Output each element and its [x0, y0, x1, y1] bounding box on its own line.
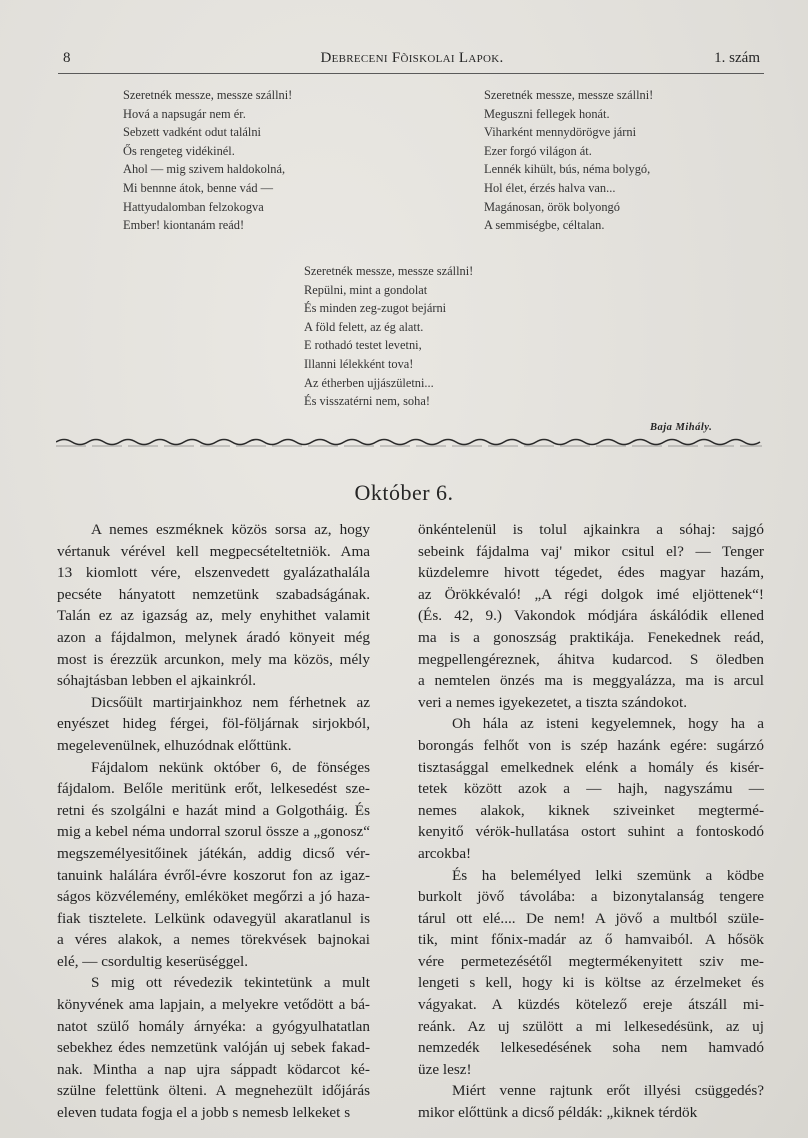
text-line: reánk. Az uj szülött a mi lelkesedésünk, az uj: [418, 1017, 764, 1035]
poem-line: Hattyudalomban felzokogva: [123, 199, 264, 214]
text-line: És ha belemélyed lelki szemünk a ködbe: [452, 866, 764, 884]
text-line: mikor előttünk a dicső példák: „kiknek térdök: [418, 1104, 698, 1122]
text-line: üze lesz!: [418, 1060, 472, 1078]
text-line: tisztasággal emelkednek elénk a homály és kisér-: [418, 758, 764, 776]
text-line: veri a nemes igyekezetet, a tiszta szándokot.: [418, 693, 688, 711]
article-paragraph: [57, 519, 370, 692]
text-line: vágyakat. A küzdés kötelező ereje átszáll mi-: [418, 996, 764, 1014]
article-title: Október 6.: [354, 480, 454, 505]
text-line: sebeink fájdalma vaj' mikor csitul el? — Tenger: [418, 542, 764, 560]
text-line: nak. Mintha a nap ujra sáppadt ködarcot ké-: [57, 1060, 370, 1078]
text-line: Fájdalom nekünk október 6, de fönséges: [91, 758, 370, 776]
article-paragraph: [57, 757, 370, 973]
running-header: [60, 50, 764, 72]
article-paragraph: [418, 1080, 764, 1123]
poem-line: A semmiségbe, céltalan.: [484, 218, 605, 233]
text-line: arcokba!: [418, 844, 472, 862]
poem-line: Ahol — mig szivem haldokolná,: [123, 162, 286, 177]
text-line: 13 kiomlott vére, elszenvedett gyalázathalála: [57, 564, 370, 582]
text-line: megszemélyesitőinek játékán, addig dicső vér-: [57, 844, 370, 862]
text-line: önkéntelenül is tolul ajkainkra a sóhaj: sajgó: [418, 521, 764, 538]
poem-stanza-right: [484, 86, 653, 235]
article-paragraph: [418, 713, 764, 864]
text-line: Oh hála az isteni kegyelemnek, hogy ha a: [452, 715, 764, 733]
poem-line: Szeretnék messze, messze szállni!: [484, 88, 654, 102]
text-line: a nemtelen önzés ma is meggyalázza, ma is arcul: [418, 672, 764, 690]
text-line: azon a fájdalmon, melynek áradó könyeit még: [57, 628, 370, 646]
poem-stanza-center: [304, 262, 473, 411]
text-line: enyészet hideg férgei, föl-följárnak sirjokból,: [57, 715, 370, 733]
text-line: natot szülő homály árnyéka: a gyógyulhatatlan: [57, 1017, 370, 1035]
text-line: a véres alakok, a nemes törekvések bajnokai: [57, 931, 370, 949]
text-line: sebekhez édes nemzetünk valóján uj sebek fakad-: [57, 1039, 370, 1057]
poem-stanza-left: [123, 86, 292, 235]
text-line: kenyitő vérök-hullatása ostort suhint a fontoskodó: [418, 823, 764, 841]
text-line: tetek között azok a — hajh, nagyszámu —: [418, 780, 764, 798]
text-line: vére permetezésétől megtermékenyitett sziv me-: [418, 952, 764, 970]
poem-line: Lennék kihült, bús, néma bolygó,: [484, 162, 651, 177]
poem-line: Magánosan, örök bolyongó: [484, 199, 620, 214]
poem-line: Sebzett vadként odut találni: [123, 125, 261, 140]
text-line: vértanuk vérével kell megpecsételtetniök. Ama: [57, 542, 370, 560]
poem-line: Illanni lélekként tova!: [304, 356, 414, 371]
text-line: retni és szolgálni e hazát mind a Golgotháig. És: [57, 801, 370, 819]
poem-line: Ős rengeteg vidékinél.: [123, 143, 235, 158]
text-line: lengeti s kell, hogy ki is költse az érzelmeket és: [418, 974, 764, 992]
poem-line: Hová a napsugár nem ér.: [123, 106, 246, 121]
article-paragraph: [418, 865, 764, 1081]
text-line: A nemes eszméknek közös sorsa az, hogy: [91, 521, 370, 538]
text-line: fiak tisztelete. Lelkünk odavegyül akaratlanul is: [57, 909, 370, 927]
wavy-rule-ornament: [56, 436, 762, 448]
text-line: tanuink halálára évről-évre koszorut fon az igaz-: [57, 866, 370, 884]
poem-line: Viharként mennydörögve járni: [484, 125, 637, 140]
article-column-left: [57, 519, 370, 1124]
text-line: ma is a gonoszság praktikája. Fenekednek reád,: [418, 628, 764, 646]
poem-line: Ember! kiontanám reád!: [123, 218, 245, 233]
text-line: megelevenülnek, elhuzódnak előttünk.: [57, 736, 292, 754]
text-line: szülne felettünk ölteni. A megnehezült időjárás: [57, 1082, 370, 1100]
poem-line: Ezer forgó világon át.: [484, 143, 592, 158]
text-line: fájdalom. Belőle meritünk erőt, lelkesedést sze-: [57, 780, 370, 798]
text-line: könyvének ama lapjain, a melyekre vetődött a bá-: [57, 996, 370, 1014]
poem-line: E rothadó testet levetni,: [304, 338, 422, 353]
article-column-right: [418, 519, 764, 1124]
text-line: S mig ott révedezik tekintetünk a mult: [91, 974, 370, 992]
issue-number: 1. szám: [714, 50, 760, 66]
text-line: Talán ez az igazság az, mely enyhithet valamit: [57, 607, 370, 625]
poem-line: És visszatérni nem, soha!: [304, 394, 430, 409]
text-line: borongás felhőt von is szép hazánk egére: sugárzó: [418, 736, 764, 754]
poem-line: Szeretnék messze, messze szállni!: [123, 88, 293, 102]
poem-line: Hol élet, érzés halva van...: [484, 180, 616, 195]
poem-line: A föld felett, az ég alatt.: [304, 319, 424, 334]
text-line: tárul ott elé.... De nem! A jövő a multból szüle-: [418, 909, 764, 927]
text-line: Miért venne rajtunk erőt illyési csüggedés?: [452, 1082, 764, 1100]
poem-line: Az étherben ujjászületni...: [304, 375, 434, 390]
text-line: tik, mint főnix-madár az ő hamvaiból. A hősök: [418, 931, 764, 949]
text-line: mig a kebel néma undorral szorul össze a „gonosz“: [57, 823, 370, 841]
text-line: megpellengéreznek, áhitva kudarcod. S öledben: [418, 650, 764, 668]
text-line: elé, — csordultig keserüséggel.: [57, 952, 249, 970]
text-line: ságos közvélemény, emléköket megőrzi a jó haza-: [57, 888, 370, 906]
article-paragraph: [57, 972, 370, 1123]
text-line: (És. 42, 9.) Vakondok módjára áskálódik ellened: [418, 607, 764, 625]
poem-line: És minden zeg-zugot bejárni: [304, 301, 447, 316]
article-paragraph: [57, 692, 370, 757]
text-line: küzdelemre hivott tégedet, édes magyar hazám,: [418, 564, 764, 582]
poem-line: Mi bennne átok, benne vád —: [123, 180, 274, 195]
text-line: eleven tudata fogja el a jobb s nemesb lelkeket s: [57, 1104, 351, 1122]
text-line: Dicsőült martirjainkhoz nem férhetnek az: [91, 693, 370, 711]
text-line: nemzedék lelkesedésének soha nem hamvadó: [418, 1039, 764, 1057]
poem-author: Baja Mihály.: [650, 422, 713, 433]
poem-line: Szeretnék messze, messze szállni!: [304, 264, 474, 278]
journal-title: Debreceni Fõiskolai Lapok.: [320, 50, 504, 66]
text-line: az Örökkévaló! „A régi dolgok imé eljöttenek“!: [418, 585, 764, 603]
poem-line: Repülni, mint a gondolat: [304, 282, 428, 297]
text-line: burkolt jövő távolába: a bizonytalanság tengere: [418, 888, 764, 906]
text-line: sóhajtásban lebben el ajkainkról.: [57, 672, 257, 690]
poem-line: Meguszni fellegek honát.: [484, 106, 610, 121]
article-paragraph: [418, 519, 764, 713]
text-line: pecséte hányatott nemzetünk szabadságának.: [57, 585, 370, 603]
header-rule: [58, 73, 764, 74]
page-number: 8: [63, 50, 71, 66]
text-line: nemes alakok, kiknek sziveinket megtermé-: [418, 801, 764, 819]
text-line: most is érezzük arcunkon, mely ma közös, mély: [57, 650, 370, 668]
